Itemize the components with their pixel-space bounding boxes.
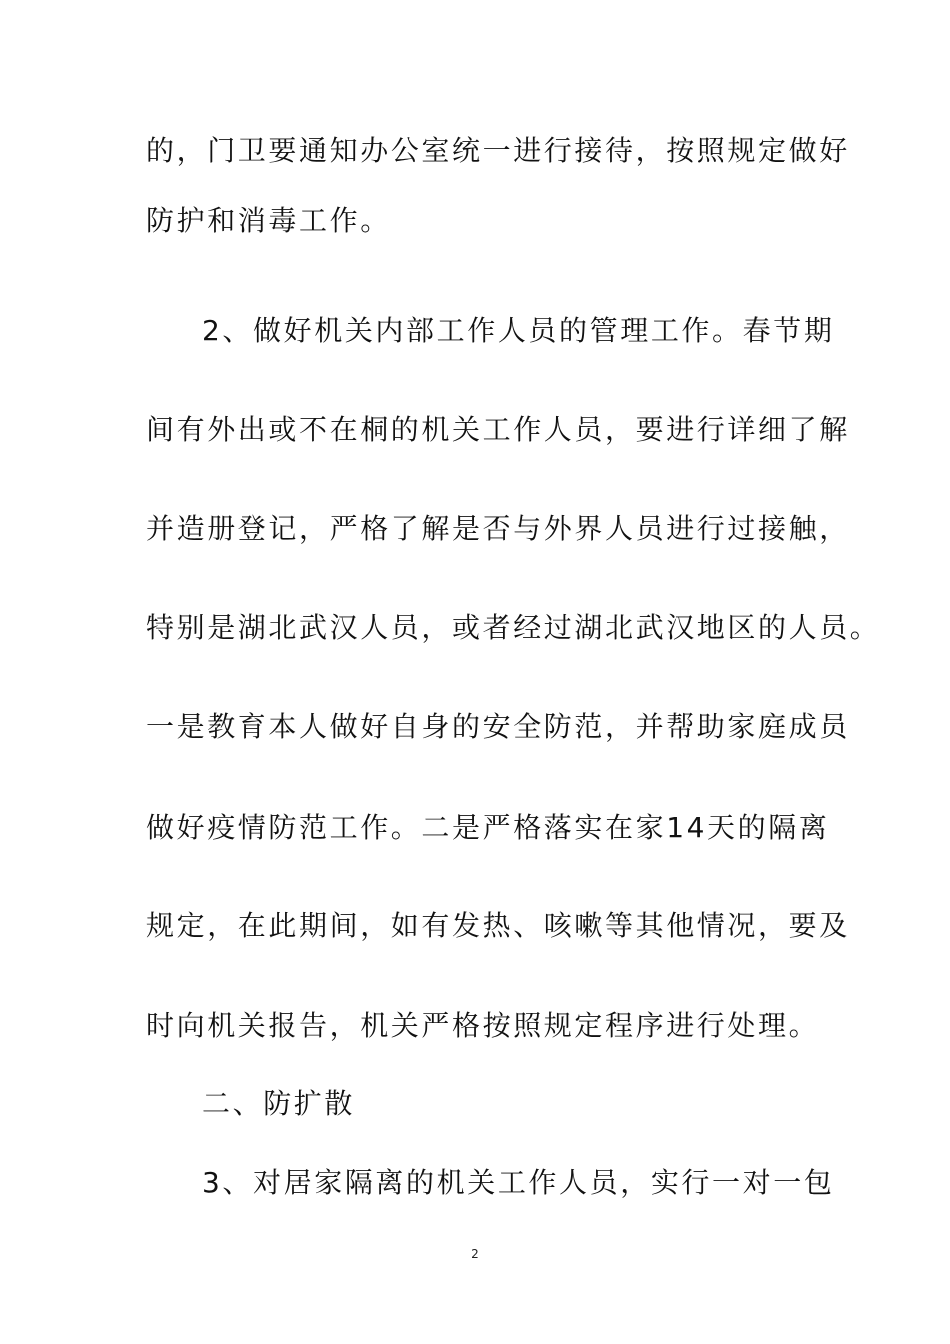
text-line: 并造册登记，严格了解是否与外界人员进行过接触， bbox=[146, 512, 850, 545]
page-number: 2 bbox=[471, 1247, 479, 1261]
text-line: 特别是湖北武汉人员，或者经过湖北武汉地区的人员。 bbox=[146, 611, 881, 644]
text-line: 防护和消毒工作。 bbox=[146, 204, 391, 237]
text-line: 时向机关报告，机关严格按照规定程序进行处理。 bbox=[146, 1009, 820, 1042]
paragraph-start-line: 3、对居家隔离的机关工作人员，实行一对一包 bbox=[202, 1166, 835, 1199]
text-line: 间有外出或不在桐的机关工作人员，要进行详细了解 bbox=[146, 413, 850, 446]
text-line: 做好疫情防范工作。二是严格落实在家14天的隔离 bbox=[146, 811, 830, 844]
section-heading: 二、防扩散 bbox=[202, 1087, 356, 1120]
text-line: 一是教育本人做好自身的安全防范，并帮助家庭成员 bbox=[146, 710, 850, 743]
text-line: 的，门卫要通知办公室统一进行接待，按照规定做好 bbox=[146, 134, 850, 167]
text-line: 规定，在此期间，如有发热、咳嗽等其他情况，要及 bbox=[146, 909, 850, 942]
paragraph-start-line: 2、做好机关内部工作人员的管理工作。春节期 bbox=[202, 314, 835, 347]
